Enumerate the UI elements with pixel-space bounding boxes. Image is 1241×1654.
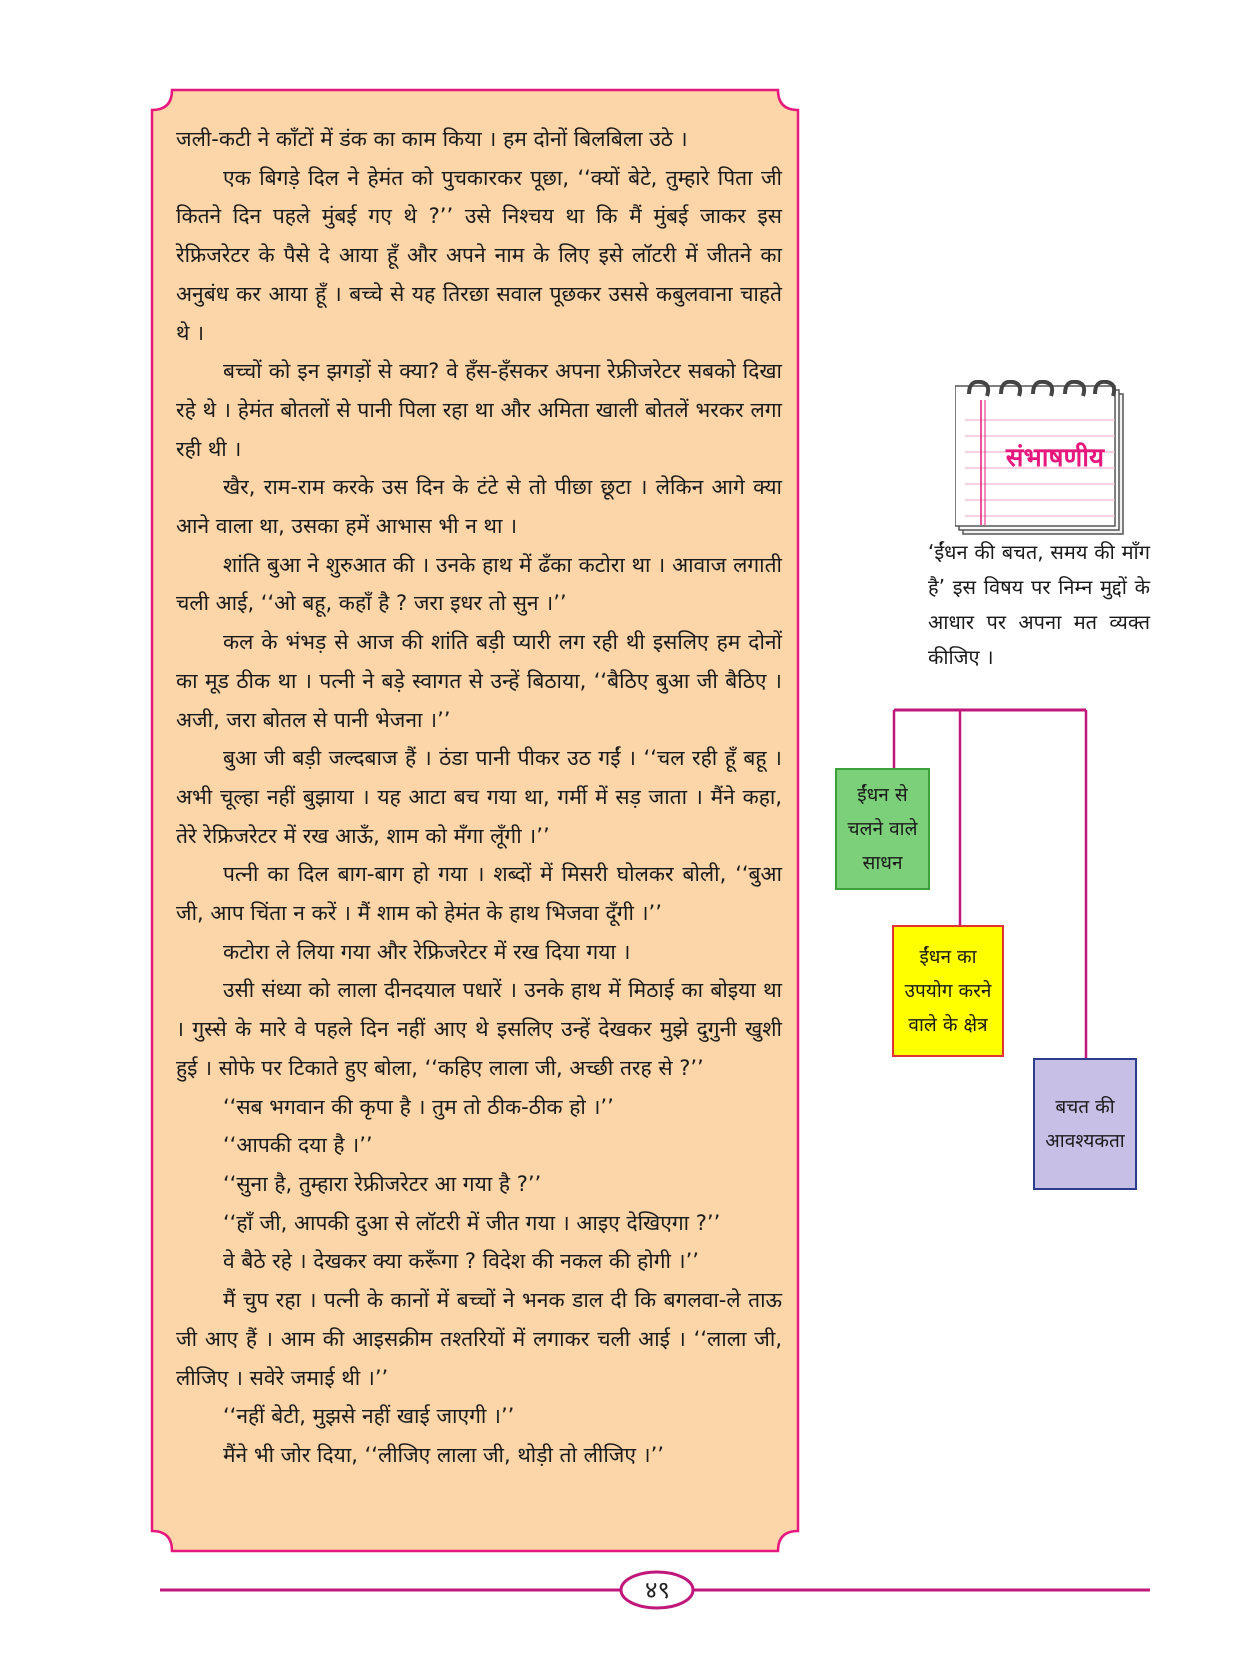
story-text (176, 120, 782, 1475)
page-footer (160, 1560, 1150, 1620)
story-paragraph: मैं चुप रहा । पत्नी के कानों में बच्चों ने भनक डाल दी कि बगलवा-ले ताऊ जी आए हैं । आम की आइसक्रीम तश्तरियों में लगाकर चली आई । ‘‘लाला जी, लीजिए । सवेरे जमाई थी ।’’ (176, 1288, 782, 1390)
topic-box-need-for-saving: बचत की आवश्यकता (1033, 1058, 1137, 1190)
story-paragraph: कल के भंभड़ से आज की शांति बड़ी प्यारी लग रही थी इसलिए हम दोनों का मूड ठीक था । पत्नी ने बड़े स्वागत से उन्हें बिठाया, ‘‘बैठिए बुआ जी बैठिए । अजी, जरा बोतल से पानी भेजना ।’’ (176, 630, 782, 732)
story-panel (150, 88, 800, 1553)
notepad-graphic (955, 380, 1130, 540)
story-paragraph: शांति बुआ ने शुरुआत की । उनके हाथ में ढँका कटोरा था । आवाज लगाती चली आई, ‘‘ओ बहू, कहाँ है ? जरा इधर तो सुन ।’’ (176, 552, 782, 616)
notepad-title: संभाषणीय (1005, 443, 1105, 473)
page-number: ४९ (645, 1576, 670, 1604)
discussion-prompt: ‘ईंधन की बचत, समय की माँग है’ इस विषय पर निम्न मुद्दों के आधार पर अपना मत व्यक्त कीजिए । (928, 540, 1150, 669)
story-paragraph: ‘‘सुना है, तुम्हारा रेफ्रीजरेटर आ गया है ?’’ (223, 1171, 542, 1196)
story-paragraph: ‘‘नहीं बेटी, मुझसे नहीं खाई जाएगी ।’’ (223, 1404, 515, 1429)
story-paragraph: खैर, राम-राम करके उस दिन के टंटे से तो पीछा छूटा । लेकिन आगे क्या आने वाला था, उसका हमें आभास भी न था । (176, 475, 782, 539)
story-paragraph: एक बिगड़े दिल ने हेमंत को पुचकारकर पूछा, ‘‘क्यों बेटे, तुम्हारे पिता जी कितने दिन पहले मुंबई गए थे ?’’ उसे निश्चय था कि मैं मुंबई जाकर इस रेफ्रिजरेटर के पैसे दे आया हूँ और अपने नाम के लिए इसे लॉटरी में जीतने का अनुबंध कर आया हूँ । बच्चे से यह तिरछा सवाल पूछकर उससे कबुलवाना चाहते थे । (176, 165, 782, 345)
topic-box-fuel-vehicles: ईंधन से चलने वाले साधन (835, 768, 930, 890)
story-paragraph: उसी संध्या को लाला दीनदयाल पधारें । उनके हाथ में मिठाई का बोइया था । गुस्से के मारे वे पहले दिन नहीं आए थे इसलिए उन्हें देखकर मुझे दुगुनी खुशी हुई । सोफे पर टिकाते हुए बोला, ‘‘कहिए लाला जी, अच्छी तरह से ?’’ (176, 978, 782, 1080)
story-paragraph: कटोरा ले लिया गया और रेफ्रिजरेटर में रख दिया गया । (223, 939, 631, 964)
story-paragraph: मैंने भी जोर दिया, ‘‘लीजिए लाला जी, थोड़ी तो लीजिए ।’’ (223, 1442, 664, 1467)
story-paragraph: ‘‘सब भगवान की कृपा है । तुम तो ठीक-ठीक हो ।’’ (223, 1094, 614, 1119)
story-paragraph: पत्नी का दिल बाग-बाग हो गया । शब्दों में मिसरी घोलकर बोली, ‘‘बुआ जी, आप चिंता न करें । मैं शाम को हेमंत के हाथ भिजवा दूँगी ।’’ (176, 862, 782, 926)
story-paragraph: ‘‘आपकी दया है ।’’ (223, 1133, 373, 1158)
topic-box-fuel-usage-areas: ईंधन का उपयोग करने वाले के क्षेत्र (892, 925, 1004, 1057)
story-paragraph: बच्चों को इन झगड़ों से क्या? वे हँस-हँसकर अपना रेफ्रीजरेटर सबको दिखा रहे थे । हेमंत बोतलों से पानी पिला रहा था और अमिता खाली बोतलें भरकर लगा रही थी । (176, 359, 782, 461)
story-paragraph: जली-कटी ने काँटों में डंक का काम किया । हम दोनों बिलबिला उठे । (176, 127, 688, 151)
story-paragraph: वे बैठे रहे । देखकर क्या करूँगा ? विदेश की नकल की होगी ।’’ (223, 1249, 699, 1274)
story-paragraph: बुआ जी बड़ी जल्दबाज हैं । ठंडा पानी पीकर उठ गईं । ‘‘चल रही हूँ बहू । अभी चूल्हा नहीं बुझाया । यह आटा बच गया था, गर्मी में सड़ जाता । मैंने कहा, तेरे रेफ्रिजरेटर में रख आऊँ, शाम को मँगा लूँगी ।’’ (176, 746, 782, 848)
story-paragraph: ‘‘हाँ जी, आपकी दुआ से लॉटरी में जीत गया । आइए देखिएगा ?’’ (223, 1210, 721, 1235)
